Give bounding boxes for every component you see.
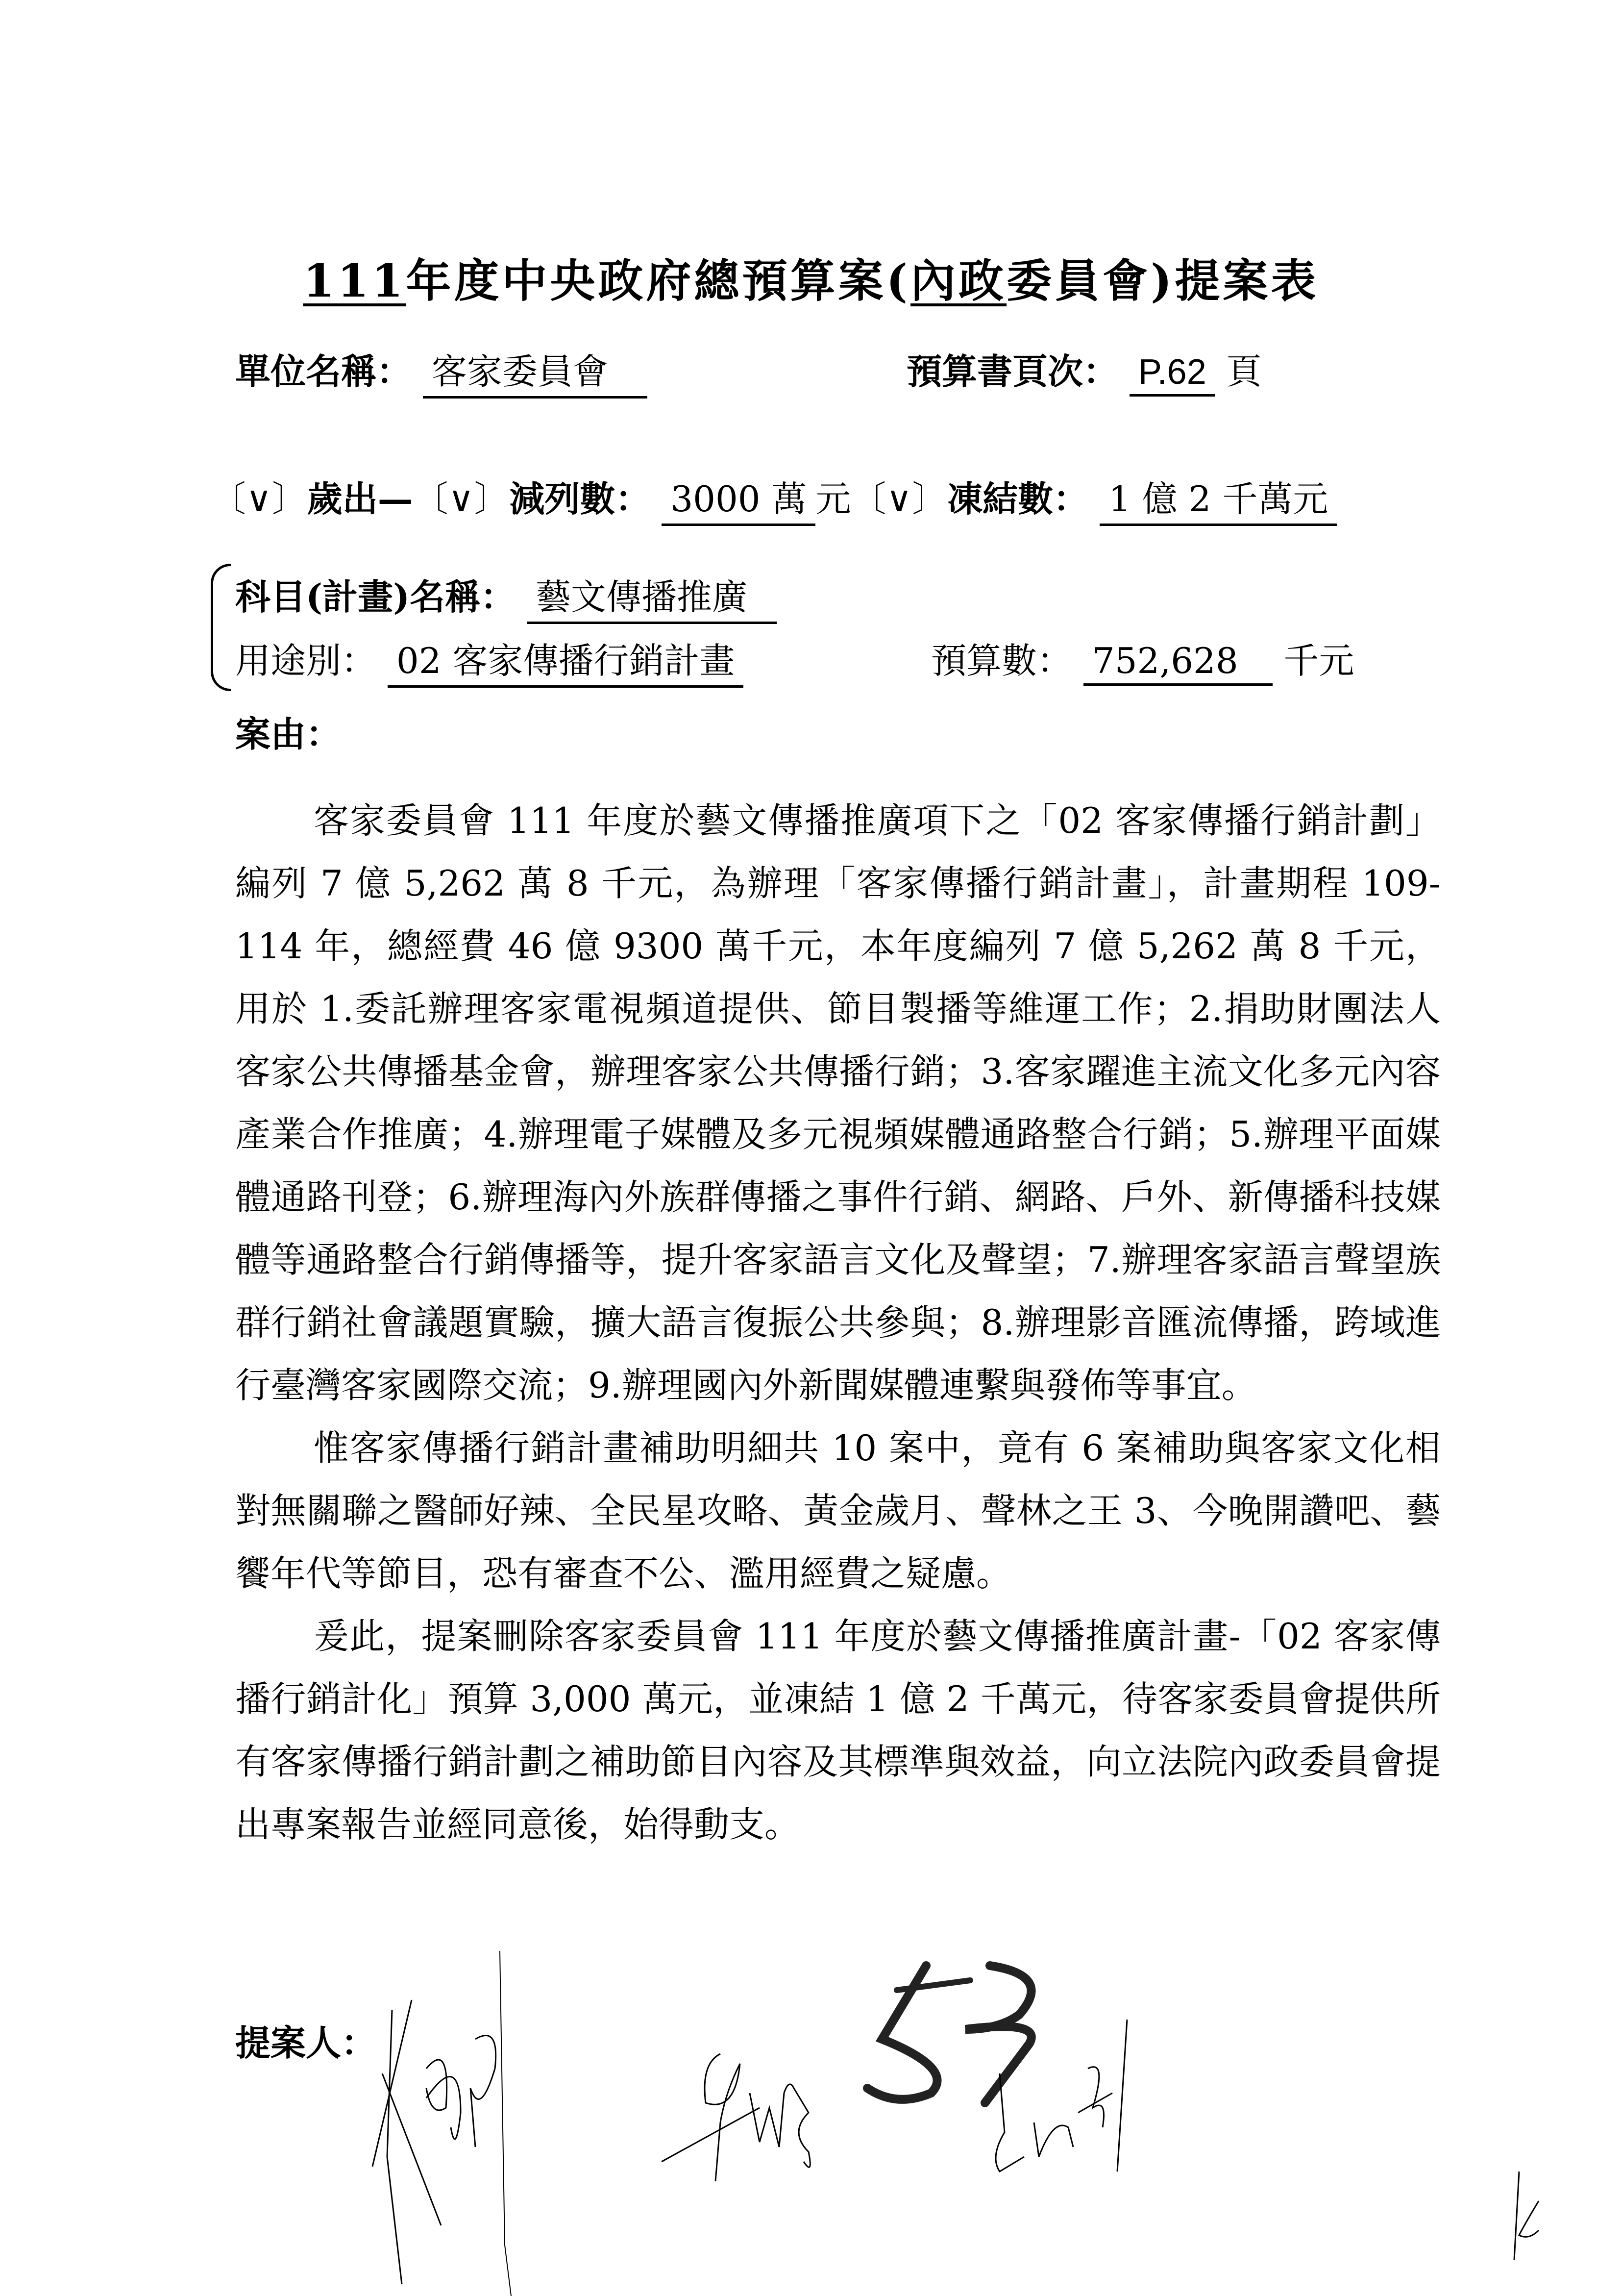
signature-1-strokes bbox=[353, 1951, 647, 2294]
page-mark bbox=[1509, 2167, 1558, 2267]
freeze-label: 凍結數： bbox=[947, 478, 1089, 520]
signature-3 bbox=[980, 2010, 1225, 2208]
reduce-value: 3000 萬 bbox=[662, 471, 815, 526]
page-mark-strokes bbox=[1509, 2167, 1558, 2265]
reason-paragraph: 爰此，提案刪除客家委員會 111 年度於藝文傳播推廣計畫-「02 客家傳播行銷計化」預算 3,000 萬元，並凍結 1 億 2 千萬元，待客家委員會提供所有客家傳播行銷計劃之補助節目內容及其標準與效益，向立法院內政委員會提出專案報告並經同意後，始得動支。 bbox=[235, 1616, 1441, 1845]
freeze-value: 1 億 2 千萬元 bbox=[1100, 471, 1337, 526]
unit-label: 單位名稱： bbox=[235, 350, 412, 392]
page-title bbox=[0, 245, 1622, 310]
signature-1 bbox=[353, 1951, 647, 2296]
budget-row bbox=[931, 632, 1354, 686]
title-committee: 內政 bbox=[910, 254, 1007, 307]
subject-label: 科目(計畫)名稱： bbox=[235, 576, 516, 618]
title-year: 111 bbox=[303, 254, 406, 307]
purpose-row bbox=[235, 632, 743, 688]
signature-2 bbox=[662, 2034, 956, 2232]
budget-suffix: 千元 bbox=[1283, 640, 1354, 681]
unit-row bbox=[235, 343, 647, 399]
subject-row bbox=[235, 569, 777, 624]
reduce-checkbox: 〔∨〕 bbox=[413, 478, 510, 520]
reduce-suffix: 元 bbox=[815, 478, 851, 520]
purpose-label: 用途別： bbox=[235, 640, 377, 681]
proposer-label: 提案人： bbox=[235, 2022, 377, 2064]
signature-3-strokes bbox=[980, 2010, 1225, 2206]
page-label: 預算書頁次： bbox=[907, 350, 1119, 392]
reason-label: 案由： bbox=[235, 713, 342, 755]
unit-value: 客家委員會 bbox=[423, 343, 647, 399]
budget-value: 752,628 bbox=[1083, 640, 1273, 686]
expense-label: 歲出— bbox=[307, 478, 413, 520]
subject-bracket bbox=[211, 564, 231, 691]
signature-2-strokes bbox=[662, 2034, 956, 2230]
action-row bbox=[211, 471, 1337, 526]
reason-paragraph: 惟客家傳播行銷計畫補助明細共 10 案中，竟有 6 案補助與客家文化相對無關聯之醫師好辣、全民星攻略、黃金歲月、聲林之王 3、今晚開讚吧、藝饗年代等節目，恐有審查不公、濫用經費之疑慮。 bbox=[235, 1427, 1441, 1594]
page-value: P.62 bbox=[1130, 352, 1215, 397]
reason-paragraph: 客家委員會 111 年度於藝文傳播推廣項下之「02 客家傳播行銷計劃」編列 7 億 5,262 萬 8 千元，為辦理「客家傳播行銷計畫」，計畫期程 109-114 年，總經費 46 億 9300 萬千元，本年度編列 7 億 5,262 萬 8 千元，用於 1.委託辦理客家電視頻道提供、節目製播等維運工作；2.捐助財團法人客家公共傳播基金會，辦理客家公共傳播行銷；3.客家躍進主流文化多元內容產業合作推廣；4.辦理電子媒體及多元視頻媒體通路整合行銷；5.辦理平面媒體通路刊登；6.辦理海內外族群傳播之事件行銷、網路、戶外、新傳播科技媒體等通路整合行銷傳播等，提升客家語言文化及聲望；7.辦理客家語言聲望族群行銷社會議題實驗，擴大語言復振公共參與；8.辦理影音匯流傳播，跨域進行臺灣客家國際交流；9.辦理國內外新聞媒體連繫與發佈等事宜。 bbox=[235, 800, 1441, 1406]
page-row bbox=[907, 343, 1262, 397]
expense-checkbox: 〔∨〕 bbox=[211, 478, 307, 520]
title-end: 委員會)提案表 bbox=[1007, 254, 1319, 307]
freeze-checkbox: 〔∨〕 bbox=[851, 478, 948, 520]
page-suffix: 頁 bbox=[1226, 351, 1262, 392]
reason-body bbox=[235, 789, 1441, 1856]
budget-label: 預算數： bbox=[931, 640, 1073, 681]
reduce-label: 減列數： bbox=[509, 478, 651, 520]
subject-value: 藝文傳播推廣 bbox=[527, 569, 777, 624]
purpose-value: 02 客家傳播行銷計畫 bbox=[388, 632, 744, 688]
title-mid: 年度中央政府總預算案( bbox=[406, 254, 911, 307]
